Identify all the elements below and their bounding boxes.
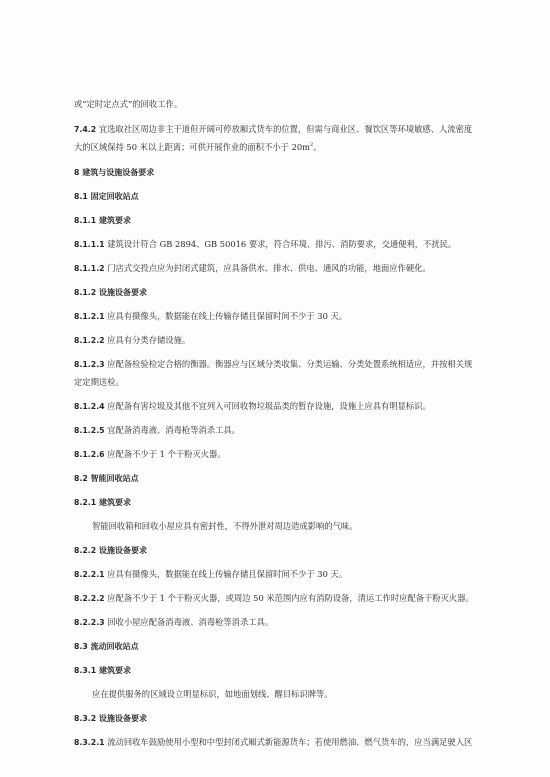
clause-number: 8.1.2.4 (74, 402, 105, 411)
section-heading (74, 286, 494, 299)
section-heading (74, 712, 494, 725)
clause-text: 设施设备要求 (96, 288, 147, 297)
clause-number: 8.1.2.1 (74, 312, 105, 321)
clause-text: 应配备有害垃圾及其他不宜列入可回收物垃圾品类的暂存设施，设施上应具有明显标识。 (104, 401, 431, 411)
clause-text: 设施设备要求 (96, 714, 147, 723)
body-text-line (74, 98, 494, 110)
section-heading (74, 664, 494, 677)
clause-text: 宜配备消毒液、消毒枪等消杀工具。 (104, 425, 240, 435)
clause-text: 建筑设计符合 GB 2894、GB 50016 要求，符合环境、排污、消防要求，交通便利，不扰民。 (104, 239, 457, 249)
body-text-line (74, 262, 494, 275)
clause-text: 应具有分类存储设施。 (104, 335, 191, 345)
body-text-line (74, 238, 494, 251)
clause-number: 8.2.2 (74, 546, 97, 555)
body-text-line (74, 334, 494, 347)
clause-number: 8.1 (74, 192, 88, 201)
clause-text: 应具有摄像头，数据能在线上传输存储且保留时间不少于 30 天。 (104, 311, 348, 321)
clause-number: 8.1.2.6 (74, 450, 105, 459)
body-text-line (74, 520, 494, 532)
clause-number: 8.1.1.1 (74, 240, 105, 249)
body-text-line (74, 568, 494, 581)
clause-text: 建筑要求 (96, 216, 131, 225)
body-text-line (74, 592, 494, 605)
clause-text: 应配备不少于 1 个干粉灭火器，或周边 50 米范围内应有消防设备，清运工作时应配备干粉灭火器。 (104, 593, 474, 603)
clause-text: 建筑要求 (96, 498, 131, 507)
section-heading (74, 190, 494, 203)
clause-number: 8.1.2 (74, 288, 97, 297)
clause-text-tail: 。 (313, 142, 322, 152)
clause-text: 大的区域保持 50 米以上距离；可供开展作业的面积不小于 20m (74, 142, 311, 152)
clause-text: 智能回收箱和回收小屋应具有密封性，不得外泄对周边造成影响的气味。 (92, 521, 358, 531)
body-text-line (74, 400, 494, 413)
body-text-line (74, 123, 494, 136)
body-text-line (74, 424, 494, 437)
clause-number: 8.2.1 (74, 498, 97, 507)
section-heading (74, 166, 494, 179)
clause-text: 或“定时定点式”的回收工作。 (74, 99, 183, 109)
section-heading (74, 640, 494, 653)
superscript: 2 (310, 142, 314, 149)
body-text-line (74, 376, 494, 388)
clause-number: 8 (74, 168, 80, 177)
clause-text: 流动回收车鼓励使用小型和中型封闭式厢式新能源货车；若使用燃油、燃气货车的，应当满足驶入区 (104, 737, 473, 747)
clause-text: 智能回收站点 (87, 474, 139, 483)
clause-number: 8.1.1 (74, 216, 97, 225)
clause-text: 设施设备要求 (96, 546, 147, 555)
clause-number: 7.4.2 (74, 125, 97, 134)
body-text-line (74, 310, 494, 323)
body-text-line (74, 616, 494, 629)
clause-number: 8.1.1.2 (74, 264, 105, 273)
clause-number: 8.2.2.3 (74, 618, 105, 627)
clause-number: 8.3.1 (74, 666, 97, 675)
clause-number: 8.1.2.2 (74, 336, 105, 345)
section-heading (74, 544, 494, 557)
clause-number: 8.1.2.3 (74, 360, 105, 369)
clause-text: 固定回收站点 (87, 192, 139, 201)
clause-number: 8.3 (74, 642, 88, 651)
body-text-line (74, 358, 494, 371)
clause-number: 8.3.2.1 (74, 738, 105, 747)
body-text-line (74, 448, 494, 461)
body-text-line (74, 141, 494, 153)
clause-number: 8.2.2.1 (74, 570, 105, 579)
clause-text: 应配备检验检定合格的衡器。衡器应与区域分类收集、分类运输、分类处置系统相适应，并按相关规 (104, 359, 473, 369)
clause-text: 流动回收站点 (87, 642, 139, 651)
clause-number: 8.3.2 (74, 714, 97, 723)
clause-text: 宜选取社区周边非主干道但开阔可停放厢式货车的位置，但需与商业区、餐饮区等环境敏感、人流密度 (96, 124, 473, 134)
clause-text: 定定期送检。 (74, 377, 124, 387)
clause-text: 应配备不少于 1 个干粉灭火器。 (104, 449, 226, 459)
clause-text: 建筑与设施设备要求 (79, 168, 155, 177)
clause-text: 应具有摄像头，数据能在线上传输存储且保留时间不少于 30 天。 (104, 569, 348, 579)
clause-text: 回收小屋应配备消毒液、消毒枪等消杀工具。 (104, 617, 274, 627)
body-text-line (74, 688, 494, 700)
clause-text: 建筑要求 (96, 666, 131, 675)
clause-number: 8.1.2.5 (74, 426, 105, 435)
clause-number: 8.2 (74, 474, 88, 483)
clause-text: 应在提供服务的区域设立明显标识，如地面划线、醒目标识牌等。 (92, 689, 333, 699)
section-heading (74, 472, 494, 485)
body-text-line (74, 736, 494, 749)
section-heading (74, 496, 494, 509)
clause-number: 8.2.2.2 (74, 594, 105, 603)
section-heading (74, 214, 494, 227)
clause-text: 门店式交投点应为封闭式建筑，应具备供水、排水、供电、通风的功能，地面应作硬化。 (104, 263, 431, 273)
